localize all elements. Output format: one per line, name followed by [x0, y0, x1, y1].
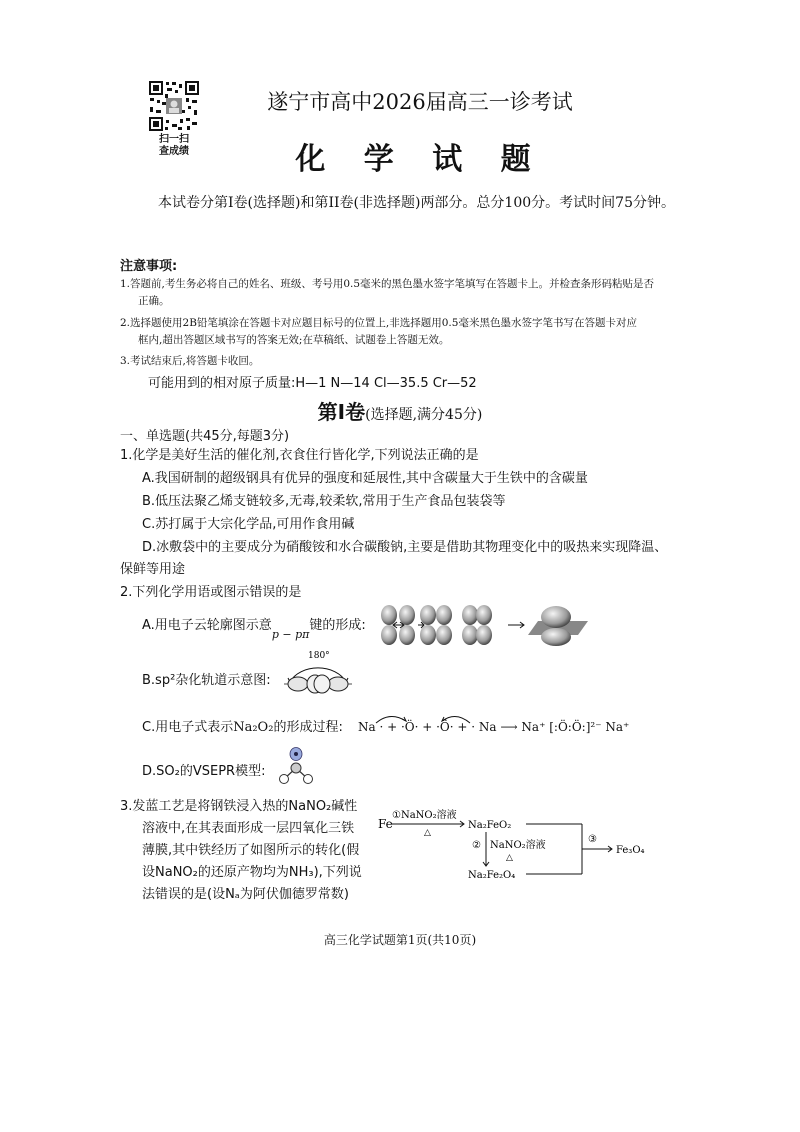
electron-transfer-arrows	[368, 710, 478, 729]
na2o2-formula: Na₂O₂	[233, 720, 274, 735]
electron-formula-product: Na⁺ [:Ö:Ö:]²⁻ Na⁺	[521, 720, 630, 734]
p-orbital-pair-overlap	[462, 605, 492, 645]
na2fe2o4-label: Na₂Fe₂O₄	[468, 870, 516, 881]
q2-option-a	[142, 617, 366, 641]
q2-stem: 2.下列化学用语或图示错误的是	[120, 585, 302, 600]
q1-option-d-cont: 保鲜等用途	[120, 562, 186, 577]
electron-formula-reactants: Na · + ·Ö· + ·Ö· + · Na	[358, 720, 497, 734]
p-orbital-pair-approach	[418, 605, 452, 645]
q2-option-c-post: 的形成过程:	[273, 720, 343, 735]
q3-line-4: 设NaNO₂的还原产物均为NH₃),下列说	[142, 865, 362, 880]
q1-option-d: D.冰敷袋中的主要成分为硝酸铵和水合碳酸钠,主要是借助其物理变化中的吸热来实现降温、	[142, 540, 668, 555]
qr-caption-line1: 扫一扫	[159, 134, 189, 145]
notice-heading: 注意事项:	[120, 259, 178, 274]
pi-bond-formation-diagram	[378, 603, 588, 651]
notice-item-2-cont-text: 框内,超出答题区域书写的答案无效;在草稿纸、试题卷上答题无效。	[138, 334, 450, 346]
part1-note: (选择题,满分45分)	[365, 407, 483, 423]
so2-vsepr-model	[276, 746, 316, 790]
q3-line-5: 法错误的是(设Nₐ为阿伏伽德罗常数)	[142, 887, 349, 902]
page-footer: 高三化学试题第1页(共10页)	[323, 933, 477, 947]
step2-label: ②	[472, 840, 481, 851]
p-orbital-pair-separated	[381, 605, 415, 645]
q1-stem: 1.化学是美好生活的催化剂,衣食住行皆化学,下列说法正确的是	[120, 448, 479, 463]
step1-label: ①NaNO₂溶液	[392, 810, 457, 821]
q3-line-2: 溶液中,在其表面形成一层四氧化三铁	[142, 821, 355, 836]
sp2-orbital-diagram	[282, 648, 354, 698]
q2-option-c	[142, 719, 343, 737]
iron-conversion-diagram	[376, 804, 656, 888]
exam-title: 遂宁市高中2026届高三一诊考试	[267, 90, 573, 114]
step3-label: ③	[588, 834, 597, 845]
section1-heading: 一、单选题(共45分,每题3分)	[120, 429, 290, 444]
notice-item-1: 1.答题前,考生务必将自己的姓名、班级、考号用0.5毫米的黑色墨水签字笔填写在答题卡上。并检查条形码粘贴是否	[120, 278, 655, 290]
na2feo2-label: Na₂FeO₂	[468, 820, 512, 831]
notice-item-1-cont-text: 正确。	[138, 295, 170, 307]
atomic-masses: 可能用到的相对原子质量:H—1 N—14 Cl—35.5 Cr—52	[148, 376, 477, 391]
notice-item-3: 3.考试结束后,将答题卡收回。	[120, 355, 260, 367]
q2-option-a-pre: A.用电子云轮廓图示意	[142, 618, 272, 633]
reaction-arrow	[508, 622, 524, 628]
pi-bond-orbital	[528, 606, 588, 646]
notice-item-2-cont	[120, 332, 680, 348]
part1-heading	[0, 396, 800, 425]
q2-option-d: D.SO₂的VSEPR模型:	[142, 764, 266, 779]
q1-option-a: A.我国研制的超级钢具有优异的强度和延展性,其中含碳量大于生铁中的含碳量	[142, 471, 588, 486]
part1-title: 第Ⅰ卷	[317, 400, 366, 424]
q1-option-c: C.苏打属于大宗化学品,可用作食用碱	[142, 517, 355, 532]
subject-title: 化 学 试 题	[295, 142, 545, 177]
q2-option-a-post: 键的形成:	[309, 618, 366, 633]
step2-heat: △	[506, 853, 513, 863]
q3-line-3: 薄膜,其中铁经历了如图所示的转化(假	[142, 843, 360, 858]
sp2-angle-label: 180°	[308, 651, 330, 661]
q2-option-a-bond: p − pπ	[271, 628, 310, 641]
electron-formula-arrow: ⟶	[500, 720, 518, 734]
exam-intro: 本试卷分第Ⅰ卷(选择题)和第II卷(非选择题)两部分。总分100分。考试时间75分钟。	[158, 195, 675, 211]
fe-label: Fe	[378, 817, 393, 831]
q1-option-b: B.低压法聚乙烯支链较多,无毒,较柔软,常用于生产食品包装袋等	[142, 494, 506, 509]
step1-heat: △	[424, 828, 431, 838]
q2-option-c-pre: C.用电子式表示	[142, 720, 234, 735]
q2-option-b: B.sp²杂化轨道示意图:	[142, 673, 271, 688]
step2-reagent: NaNO₂溶液	[490, 840, 546, 851]
notice-item-2: 2.选择题使用2B铅笔填涂在答题卡对应题目标号的位置上,非选择题用0.5毫米黑色墨水签字笔书写在答题卡对应	[120, 317, 637, 329]
q3-stem	[120, 796, 362, 906]
qr-caption-line2: 查成绩	[159, 146, 189, 157]
fe3o4-label: Fe₃O₄	[616, 845, 645, 856]
q3-line-1: 3.发蓝工艺是将钢铁浸入热的NaNO₂碱性	[120, 799, 358, 814]
notice-item-1-cont	[120, 293, 680, 309]
